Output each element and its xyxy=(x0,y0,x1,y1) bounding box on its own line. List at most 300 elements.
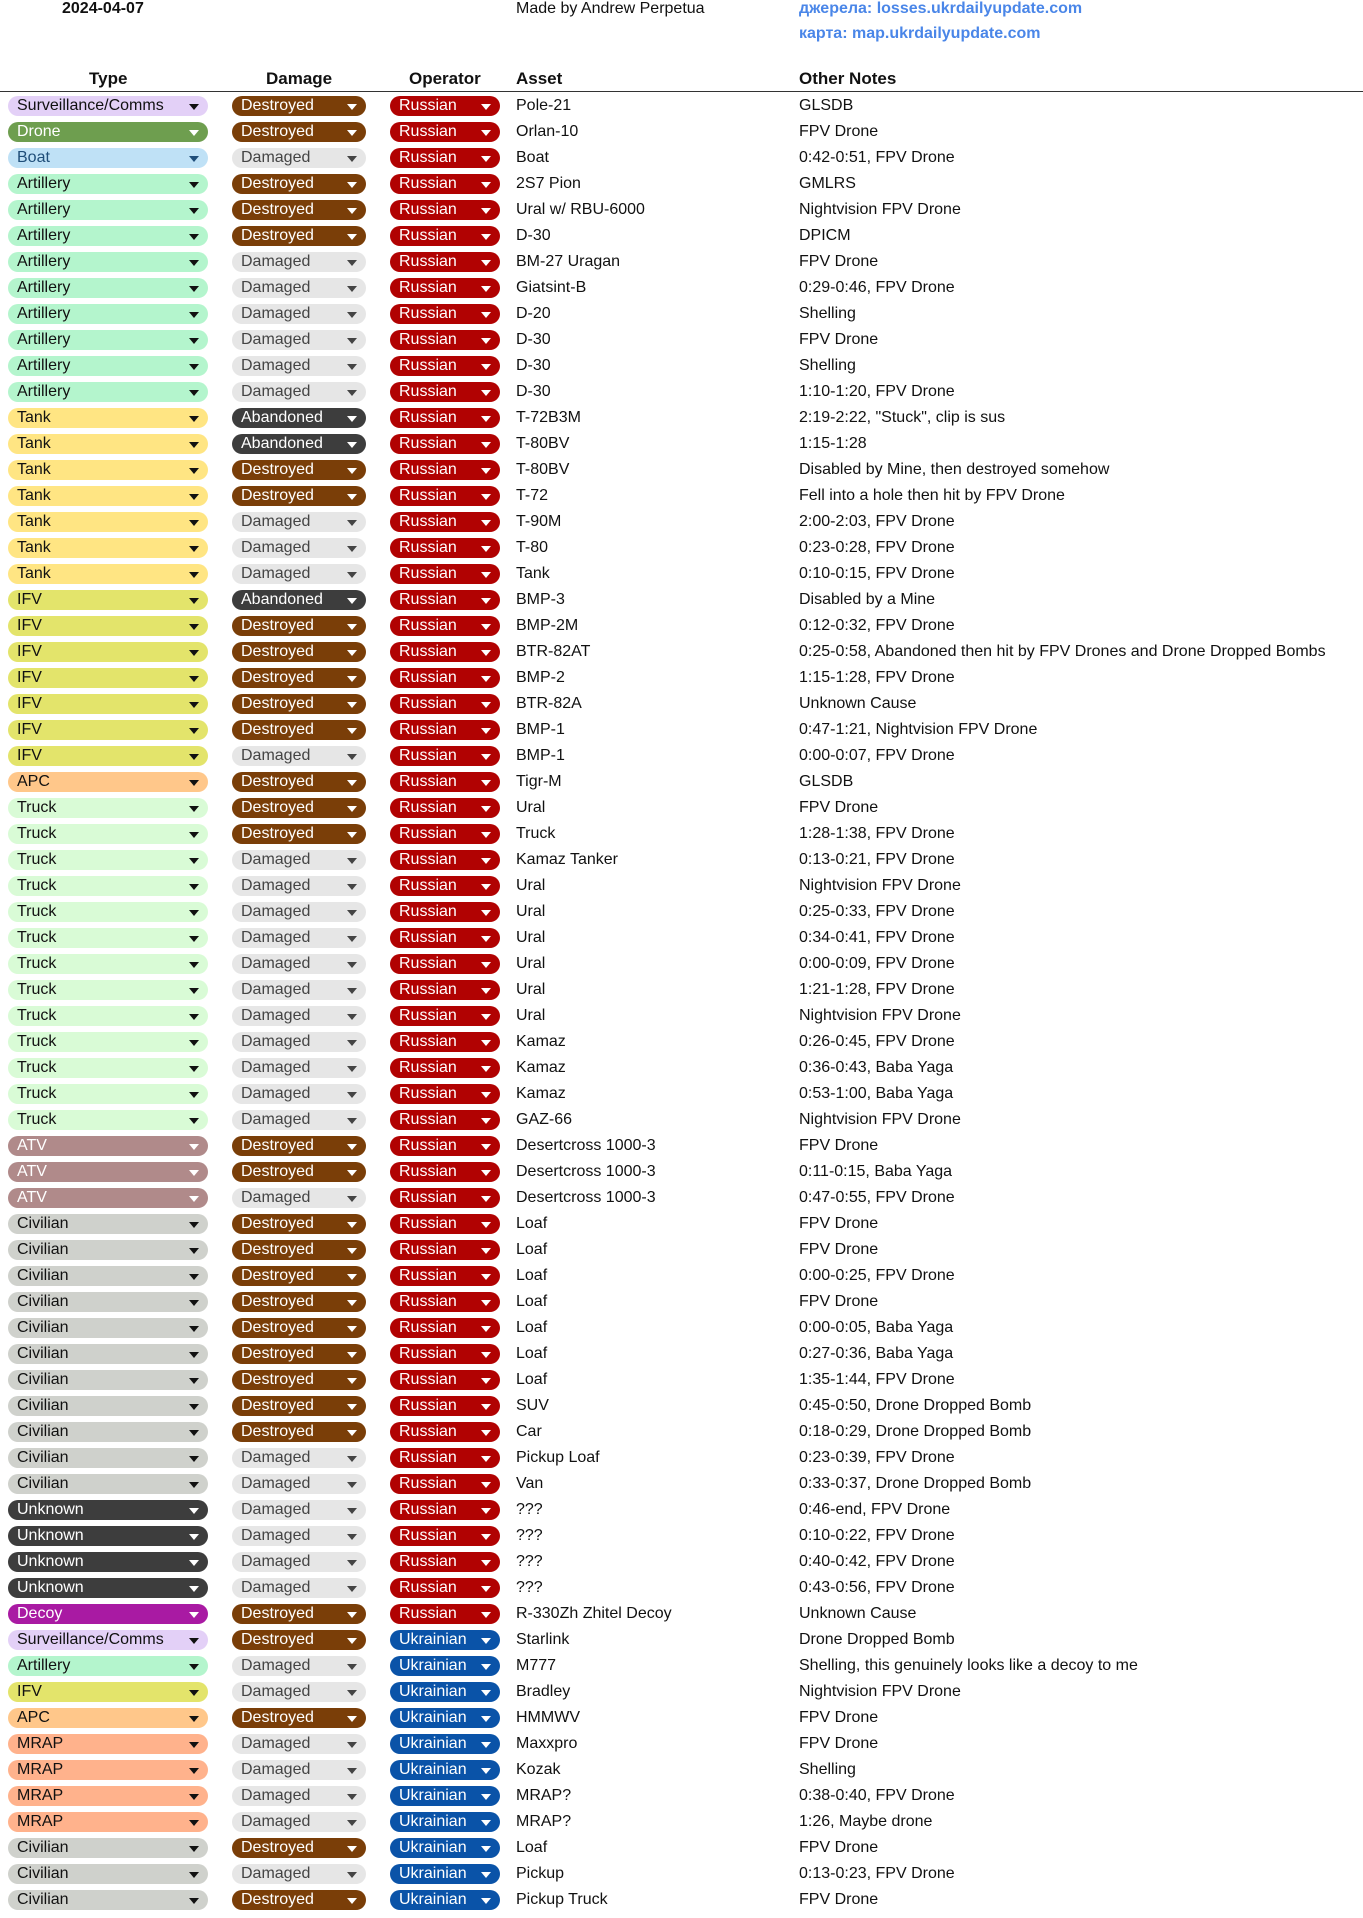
type-dropdown[interactable] xyxy=(8,304,208,324)
notes-cell[interactable]: FPV Drone xyxy=(799,123,879,140)
type-dropdown[interactable] xyxy=(8,1240,208,1260)
type-dropdown[interactable] xyxy=(8,1708,208,1728)
damage-dropdown[interactable] xyxy=(232,96,366,116)
damage-dropdown[interactable] xyxy=(232,1110,366,1130)
notes-cell[interactable]: 0:00-0:05, Baba Yaga xyxy=(799,1319,954,1336)
damage-dropdown[interactable] xyxy=(232,564,366,584)
operator-dropdown[interactable] xyxy=(390,278,500,298)
operator-dropdown[interactable] xyxy=(390,460,500,480)
operator-dropdown[interactable] xyxy=(390,954,500,974)
asset-cell[interactable]: Tank xyxy=(516,565,550,582)
type-dropdown[interactable] xyxy=(8,1864,208,1884)
notes-cell[interactable]: 1:15-1:28, FPV Drone xyxy=(799,669,955,686)
asset-cell[interactable]: BMP-1 xyxy=(516,747,565,764)
type-dropdown[interactable] xyxy=(8,642,208,662)
notes-cell[interactable]: FPV Drone xyxy=(799,1891,879,1908)
notes-cell[interactable]: 0:45-0:50, Drone Dropped Bomb xyxy=(799,1397,1032,1414)
operator-dropdown[interactable] xyxy=(390,1214,500,1234)
damage-dropdown[interactable] xyxy=(232,460,366,480)
operator-dropdown[interactable] xyxy=(390,382,500,402)
asset-cell[interactable]: Desertcross 1000-3 xyxy=(516,1137,656,1154)
notes-cell[interactable]: FPV Drone xyxy=(799,1293,879,1310)
type-dropdown[interactable] xyxy=(8,1370,208,1390)
type-dropdown[interactable] xyxy=(8,1318,208,1338)
notes-cell[interactable]: Unknown Cause xyxy=(799,1605,917,1622)
operator-dropdown[interactable] xyxy=(390,616,500,636)
damage-dropdown[interactable] xyxy=(232,1448,366,1468)
damage-dropdown[interactable] xyxy=(232,928,366,948)
type-dropdown[interactable] xyxy=(8,148,208,168)
damage-dropdown[interactable] xyxy=(232,1812,366,1832)
damage-dropdown[interactable] xyxy=(232,226,366,246)
damage-dropdown[interactable] xyxy=(232,1422,366,1442)
type-dropdown[interactable] xyxy=(8,1760,208,1780)
notes-cell[interactable]: 2:19-2:22, "Stuck", clip is sus xyxy=(799,409,1006,426)
damage-dropdown[interactable] xyxy=(232,538,366,558)
damage-dropdown[interactable] xyxy=(232,122,366,142)
operator-dropdown[interactable] xyxy=(390,642,500,662)
notes-cell[interactable]: 0:53-1:00, Baba Yaga xyxy=(799,1085,954,1102)
notes-cell[interactable]: 0:47-0:55, FPV Drone xyxy=(799,1189,955,1206)
asset-cell[interactable]: D-30 xyxy=(516,227,551,244)
asset-cell[interactable]: HMMWV xyxy=(516,1709,580,1726)
damage-dropdown[interactable] xyxy=(232,486,366,506)
operator-dropdown[interactable] xyxy=(390,1448,500,1468)
operator-dropdown[interactable] xyxy=(390,1344,500,1364)
damage-dropdown[interactable] xyxy=(232,1344,366,1364)
operator-dropdown[interactable] xyxy=(390,1786,500,1806)
operator-dropdown[interactable] xyxy=(390,96,500,116)
damage-dropdown[interactable] xyxy=(232,590,366,610)
asset-cell[interactable]: Loaf xyxy=(516,1319,548,1336)
asset-cell[interactable]: Pickup Truck xyxy=(516,1891,608,1908)
type-dropdown[interactable] xyxy=(8,1604,208,1624)
notes-cell[interactable]: Shelling xyxy=(799,305,856,322)
asset-cell[interactable]: MRAP? xyxy=(516,1813,572,1830)
notes-cell[interactable]: 0:18-0:29, Drone Dropped Bomb xyxy=(799,1423,1032,1440)
damage-dropdown[interactable] xyxy=(232,1708,366,1728)
operator-dropdown[interactable] xyxy=(390,174,500,194)
damage-dropdown[interactable] xyxy=(232,1292,366,1312)
notes-cell[interactable]: 0:42-0:51, FPV Drone xyxy=(799,149,955,166)
operator-dropdown[interactable] xyxy=(390,1136,500,1156)
type-dropdown[interactable] xyxy=(8,1058,208,1078)
asset-cell[interactable]: Loaf xyxy=(516,1371,548,1388)
asset-cell[interactable]: Kamaz Tanker xyxy=(516,851,618,868)
asset-cell[interactable]: Loaf xyxy=(516,1293,548,1310)
asset-cell[interactable]: ??? xyxy=(516,1579,543,1596)
type-dropdown[interactable] xyxy=(8,1552,208,1572)
type-dropdown[interactable] xyxy=(8,1032,208,1052)
damage-dropdown[interactable] xyxy=(232,1578,366,1598)
type-dropdown[interactable] xyxy=(8,278,208,298)
operator-dropdown[interactable] xyxy=(390,850,500,870)
sources-link[interactable]: джерела: losses.ukrdailyupdate.com xyxy=(799,0,1083,17)
damage-dropdown[interactable] xyxy=(232,902,366,922)
damage-dropdown[interactable] xyxy=(232,278,366,298)
operator-dropdown[interactable] xyxy=(390,1058,500,1078)
notes-cell[interactable]: GLSDB xyxy=(799,97,854,114)
operator-dropdown[interactable] xyxy=(390,1890,500,1910)
asset-cell[interactable]: ??? xyxy=(516,1527,543,1544)
damage-dropdown[interactable] xyxy=(232,1786,366,1806)
operator-dropdown[interactable] xyxy=(390,1370,500,1390)
asset-cell[interactable]: BMP-1 xyxy=(516,721,565,738)
type-dropdown[interactable] xyxy=(8,564,208,584)
damage-dropdown[interactable] xyxy=(232,1890,366,1910)
column-header-asset[interactable]: Asset xyxy=(516,69,563,88)
type-dropdown[interactable] xyxy=(8,590,208,610)
operator-dropdown[interactable] xyxy=(390,200,500,220)
damage-dropdown[interactable] xyxy=(232,434,366,454)
damage-dropdown[interactable] xyxy=(232,1396,366,1416)
damage-dropdown[interactable] xyxy=(232,1526,366,1546)
notes-cell[interactable]: 0:00-0:25, FPV Drone xyxy=(799,1267,955,1284)
notes-cell[interactable]: Nightvision FPV Drone xyxy=(799,1007,961,1024)
damage-dropdown[interactable] xyxy=(232,382,366,402)
damage-dropdown[interactable] xyxy=(232,1214,366,1234)
notes-cell[interactable]: 0:23-0:39, FPV Drone xyxy=(799,1449,955,1466)
damage-dropdown[interactable] xyxy=(232,1760,366,1780)
damage-dropdown[interactable] xyxy=(232,1370,366,1390)
notes-cell[interactable]: GMLRS xyxy=(799,175,856,192)
type-dropdown[interactable] xyxy=(8,1734,208,1754)
type-dropdown[interactable] xyxy=(8,1578,208,1598)
type-dropdown[interactable] xyxy=(8,720,208,740)
operator-dropdown[interactable] xyxy=(390,1292,500,1312)
asset-cell[interactable]: M777 xyxy=(516,1657,557,1674)
damage-dropdown[interactable] xyxy=(232,1240,366,1260)
damage-dropdown[interactable] xyxy=(232,1318,366,1338)
asset-cell[interactable]: Kamaz xyxy=(516,1033,566,1050)
damage-dropdown[interactable] xyxy=(232,1552,366,1572)
type-dropdown[interactable] xyxy=(8,1526,208,1546)
notes-cell[interactable]: Shelling, this genuinely looks like a decoy to me xyxy=(799,1657,1138,1674)
type-dropdown[interactable] xyxy=(8,1448,208,1468)
operator-dropdown[interactable] xyxy=(390,1864,500,1884)
column-header-type[interactable]: Type xyxy=(89,69,128,88)
notes-cell[interactable]: 0:43-0:56, FPV Drone xyxy=(799,1579,955,1596)
column-header-operator[interactable]: Operator xyxy=(409,69,481,88)
operator-dropdown[interactable] xyxy=(390,1318,500,1338)
asset-cell[interactable]: Kamaz xyxy=(516,1085,566,1102)
type-dropdown[interactable] xyxy=(8,1656,208,1676)
notes-cell[interactable]: Shelling xyxy=(799,1761,856,1778)
operator-dropdown[interactable] xyxy=(390,226,500,246)
operator-dropdown[interactable] xyxy=(390,408,500,428)
damage-dropdown[interactable] xyxy=(232,148,366,168)
type-dropdown[interactable] xyxy=(8,954,208,974)
damage-dropdown[interactable] xyxy=(232,824,366,844)
type-dropdown[interactable] xyxy=(8,1292,208,1312)
operator-dropdown[interactable] xyxy=(390,1656,500,1676)
operator-dropdown[interactable] xyxy=(390,304,500,324)
type-dropdown[interactable] xyxy=(8,1812,208,1832)
operator-dropdown[interactable] xyxy=(390,1526,500,1546)
asset-cell[interactable]: Orlan-10 xyxy=(516,123,579,140)
notes-cell[interactable]: Unknown Cause xyxy=(799,695,917,712)
asset-cell[interactable]: Ural w/ RBU-6000 xyxy=(516,201,645,218)
asset-cell[interactable]: ??? xyxy=(516,1553,543,1570)
type-dropdown[interactable] xyxy=(8,1084,208,1104)
damage-dropdown[interactable] xyxy=(232,1058,366,1078)
type-dropdown[interactable] xyxy=(8,1890,208,1910)
operator-dropdown[interactable] xyxy=(390,1838,500,1858)
operator-dropdown[interactable] xyxy=(390,590,500,610)
operator-dropdown[interactable] xyxy=(390,902,500,922)
asset-cell[interactable]: Ural xyxy=(516,981,546,998)
operator-dropdown[interactable] xyxy=(390,1084,500,1104)
notes-cell[interactable]: 0:34-0:41, FPV Drone xyxy=(799,929,955,946)
asset-cell[interactable]: Loaf xyxy=(516,1839,548,1856)
operator-dropdown[interactable] xyxy=(390,1760,500,1780)
damage-dropdown[interactable] xyxy=(232,772,366,792)
damage-dropdown[interactable] xyxy=(232,356,366,376)
type-dropdown[interactable] xyxy=(8,512,208,532)
asset-cell[interactable]: BMP-3 xyxy=(516,591,565,608)
asset-cell[interactable]: BMP-2M xyxy=(516,617,579,634)
notes-cell[interactable]: Nightvision FPV Drone xyxy=(799,201,961,218)
operator-dropdown[interactable] xyxy=(390,1422,500,1442)
notes-cell[interactable]: 0:33-0:37, Drone Dropped Bomb xyxy=(799,1475,1032,1492)
operator-dropdown[interactable] xyxy=(390,1500,500,1520)
type-dropdown[interactable] xyxy=(8,1136,208,1156)
operator-dropdown[interactable] xyxy=(390,1682,500,1702)
damage-dropdown[interactable] xyxy=(232,1084,366,1104)
notes-cell[interactable]: Drone Dropped Bomb xyxy=(799,1631,955,1648)
operator-dropdown[interactable] xyxy=(390,1396,500,1416)
notes-cell[interactable]: 0:10-0:22, FPV Drone xyxy=(799,1527,955,1544)
operator-dropdown[interactable] xyxy=(390,486,500,506)
type-dropdown[interactable] xyxy=(8,1422,208,1442)
damage-dropdown[interactable] xyxy=(232,746,366,766)
damage-dropdown[interactable] xyxy=(232,616,366,636)
damage-dropdown[interactable] xyxy=(232,980,366,1000)
asset-cell[interactable]: BTR-82A xyxy=(516,695,582,712)
operator-dropdown[interactable] xyxy=(390,1006,500,1026)
asset-cell[interactable]: Ural xyxy=(516,1007,546,1024)
damage-dropdown[interactable] xyxy=(232,954,366,974)
operator-dropdown[interactable] xyxy=(390,1474,500,1494)
damage-dropdown[interactable] xyxy=(232,850,366,870)
asset-cell[interactable]: Bradley xyxy=(516,1683,571,1700)
notes-cell[interactable]: 0:10-0:15, FPV Drone xyxy=(799,565,955,582)
asset-cell[interactable]: T-80 xyxy=(516,539,549,556)
asset-cell[interactable]: D-20 xyxy=(516,305,551,322)
type-dropdown[interactable] xyxy=(8,1188,208,1208)
operator-dropdown[interactable] xyxy=(390,1630,500,1650)
asset-cell[interactable]: BM-27 Uragan xyxy=(516,253,621,270)
damage-dropdown[interactable] xyxy=(232,876,366,896)
asset-cell[interactable]: Pole-21 xyxy=(516,97,572,114)
asset-cell[interactable]: Loaf xyxy=(516,1241,548,1258)
operator-dropdown[interactable] xyxy=(390,1162,500,1182)
operator-dropdown[interactable] xyxy=(390,512,500,532)
notes-cell[interactable]: 1:10-1:20, FPV Drone xyxy=(799,383,955,400)
column-header-damage[interactable]: Damage xyxy=(266,69,333,88)
notes-cell[interactable]: FPV Drone xyxy=(799,1241,879,1258)
operator-dropdown[interactable] xyxy=(390,720,500,740)
asset-cell[interactable]: Tigr-M xyxy=(516,773,562,790)
operator-dropdown[interactable] xyxy=(390,1240,500,1260)
notes-cell[interactable]: 0:26-0:45, FPV Drone xyxy=(799,1033,955,1050)
notes-cell[interactable]: FPV Drone xyxy=(799,1215,879,1232)
type-dropdown[interactable] xyxy=(8,538,208,558)
damage-dropdown[interactable] xyxy=(232,1838,366,1858)
asset-cell[interactable]: 2S7 Pion xyxy=(516,175,581,192)
damage-dropdown[interactable] xyxy=(232,1604,366,1624)
notes-cell[interactable]: 0:25-0:58, Abandoned then hit by FPV Drones and Drone Dropped Bombs xyxy=(799,643,1326,660)
notes-cell[interactable]: 0:46-end, FPV Drone xyxy=(799,1501,951,1518)
asset-cell[interactable]: Desertcross 1000-3 xyxy=(516,1163,656,1180)
type-dropdown[interactable] xyxy=(8,668,208,688)
operator-dropdown[interactable] xyxy=(390,252,500,272)
operator-dropdown[interactable] xyxy=(390,564,500,584)
asset-cell[interactable]: T-90M xyxy=(516,513,562,530)
type-dropdown[interactable] xyxy=(8,330,208,350)
damage-dropdown[interactable] xyxy=(232,1734,366,1754)
asset-cell[interactable]: T-72B3M xyxy=(516,409,581,426)
asset-cell[interactable]: Desertcross 1000-3 xyxy=(516,1189,656,1206)
asset-cell[interactable]: Ural xyxy=(516,903,546,920)
notes-cell[interactable]: 0:27-0:36, Baba Yaga xyxy=(799,1345,954,1362)
notes-cell[interactable]: 0:47-1:21, Nightvision FPV Drone xyxy=(799,721,1038,738)
operator-dropdown[interactable] xyxy=(390,330,500,350)
asset-cell[interactable]: T-80BV xyxy=(516,435,570,452)
notes-cell[interactable]: Disabled by Mine, then destroyed somehow xyxy=(799,461,1110,478)
type-dropdown[interactable] xyxy=(8,876,208,896)
type-dropdown[interactable] xyxy=(8,226,208,246)
operator-dropdown[interactable] xyxy=(390,1552,500,1572)
asset-cell[interactable]: GAZ-66 xyxy=(516,1111,573,1128)
type-dropdown[interactable] xyxy=(8,1344,208,1364)
notes-cell[interactable]: 0:23-0:28, FPV Drone xyxy=(799,539,955,556)
type-dropdown[interactable] xyxy=(8,798,208,818)
notes-cell[interactable]: Fell into a hole then hit by FPV Drone xyxy=(799,487,1065,504)
asset-cell[interactable]: Maxxpro xyxy=(516,1735,578,1752)
notes-cell[interactable]: Shelling xyxy=(799,357,856,374)
operator-dropdown[interactable] xyxy=(390,1578,500,1598)
type-dropdown[interactable] xyxy=(8,772,208,792)
type-dropdown[interactable] xyxy=(8,616,208,636)
operator-dropdown[interactable] xyxy=(390,694,500,714)
type-dropdown[interactable] xyxy=(8,252,208,272)
operator-dropdown[interactable] xyxy=(390,798,500,818)
damage-dropdown[interactable] xyxy=(232,642,366,662)
notes-cell[interactable]: DPICM xyxy=(799,227,851,244)
type-dropdown[interactable] xyxy=(8,1214,208,1234)
notes-cell[interactable]: 0:36-0:43, Baba Yaga xyxy=(799,1059,954,1076)
type-dropdown[interactable] xyxy=(8,174,208,194)
notes-cell[interactable]: Disabled by a Mine xyxy=(799,591,936,608)
asset-cell[interactable]: Van xyxy=(516,1475,544,1492)
damage-dropdown[interactable] xyxy=(232,512,366,532)
type-dropdown[interactable] xyxy=(8,356,208,376)
notes-cell[interactable]: 1:15-1:28 xyxy=(799,435,867,452)
type-dropdown[interactable] xyxy=(8,1266,208,1286)
operator-dropdown[interactable] xyxy=(390,1812,500,1832)
type-dropdown[interactable] xyxy=(8,96,208,116)
asset-cell[interactable]: Loaf xyxy=(516,1267,548,1284)
asset-cell[interactable]: Starlink xyxy=(516,1631,570,1648)
notes-cell[interactable]: 1:28-1:38, FPV Drone xyxy=(799,825,955,842)
type-dropdown[interactable] xyxy=(8,1838,208,1858)
damage-dropdown[interactable] xyxy=(232,1500,366,1520)
operator-dropdown[interactable] xyxy=(390,746,500,766)
type-dropdown[interactable] xyxy=(8,1630,208,1650)
type-dropdown[interactable] xyxy=(8,928,208,948)
notes-cell[interactable]: 0:29-0:46, FPV Drone xyxy=(799,279,955,296)
notes-cell[interactable]: 1:21-1:28, FPV Drone xyxy=(799,981,955,998)
damage-dropdown[interactable] xyxy=(232,252,366,272)
type-dropdown[interactable] xyxy=(8,980,208,1000)
type-dropdown[interactable] xyxy=(8,746,208,766)
operator-dropdown[interactable] xyxy=(390,824,500,844)
damage-dropdown[interactable] xyxy=(232,1188,366,1208)
type-dropdown[interactable] xyxy=(8,460,208,480)
damage-dropdown[interactable] xyxy=(232,720,366,740)
asset-cell[interactable]: Ural xyxy=(516,929,546,946)
type-dropdown[interactable] xyxy=(8,486,208,506)
notes-cell[interactable]: 2:00-2:03, FPV Drone xyxy=(799,513,955,530)
type-dropdown[interactable] xyxy=(8,1162,208,1182)
asset-cell[interactable]: BMP-2 xyxy=(516,669,565,686)
operator-dropdown[interactable] xyxy=(390,928,500,948)
asset-cell[interactable]: Car xyxy=(516,1423,542,1440)
asset-cell[interactable]: R-330Zh Zhitel Decoy xyxy=(516,1605,672,1622)
asset-cell[interactable]: SUV xyxy=(516,1397,549,1414)
notes-cell[interactable]: FPV Drone xyxy=(799,1709,879,1726)
asset-cell[interactable]: MRAP? xyxy=(516,1787,572,1804)
asset-cell[interactable]: Giatsint-B xyxy=(516,279,587,296)
type-dropdown[interactable] xyxy=(8,694,208,714)
damage-dropdown[interactable] xyxy=(232,694,366,714)
type-dropdown[interactable] xyxy=(8,824,208,844)
notes-cell[interactable]: FPV Drone xyxy=(799,1735,879,1752)
asset-cell[interactable]: BTR-82AT xyxy=(516,643,591,660)
notes-cell[interactable]: 0:40-0:42, FPV Drone xyxy=(799,1553,955,1570)
operator-dropdown[interactable] xyxy=(390,1032,500,1052)
damage-dropdown[interactable] xyxy=(232,1864,366,1884)
notes-cell[interactable]: 0:11-0:15, Baba Yaga xyxy=(799,1163,953,1180)
asset-cell[interactable]: Boat xyxy=(516,149,549,166)
damage-dropdown[interactable] xyxy=(232,174,366,194)
asset-cell[interactable]: Loaf xyxy=(516,1215,548,1232)
operator-dropdown[interactable] xyxy=(390,356,500,376)
notes-cell[interactable]: 0:25-0:33, FPV Drone xyxy=(799,903,955,920)
damage-dropdown[interactable] xyxy=(232,1006,366,1026)
type-dropdown[interactable] xyxy=(8,1500,208,1520)
type-dropdown[interactable] xyxy=(8,382,208,402)
notes-cell[interactable]: 0:00-0:09, FPV Drone xyxy=(799,955,955,972)
damage-dropdown[interactable] xyxy=(232,408,366,428)
notes-cell[interactable]: 0:12-0:32, FPV Drone xyxy=(799,617,955,634)
damage-dropdown[interactable] xyxy=(232,668,366,688)
notes-cell[interactable]: 0:13-0:21, FPV Drone xyxy=(799,851,955,868)
notes-cell[interactable]: 1:35-1:44, FPV Drone xyxy=(799,1371,955,1388)
notes-cell[interactable]: FPV Drone xyxy=(799,1839,879,1856)
operator-dropdown[interactable] xyxy=(390,122,500,142)
damage-dropdown[interactable] xyxy=(232,1682,366,1702)
asset-cell[interactable]: Loaf xyxy=(516,1345,548,1362)
operator-dropdown[interactable] xyxy=(390,148,500,168)
damage-dropdown[interactable] xyxy=(232,1656,366,1676)
operator-dropdown[interactable] xyxy=(390,772,500,792)
asset-cell[interactable]: Ural xyxy=(516,877,546,894)
asset-cell[interactable]: D-30 xyxy=(516,383,551,400)
type-dropdown[interactable] xyxy=(8,902,208,922)
notes-cell[interactable]: Nightvision FPV Drone xyxy=(799,877,961,894)
